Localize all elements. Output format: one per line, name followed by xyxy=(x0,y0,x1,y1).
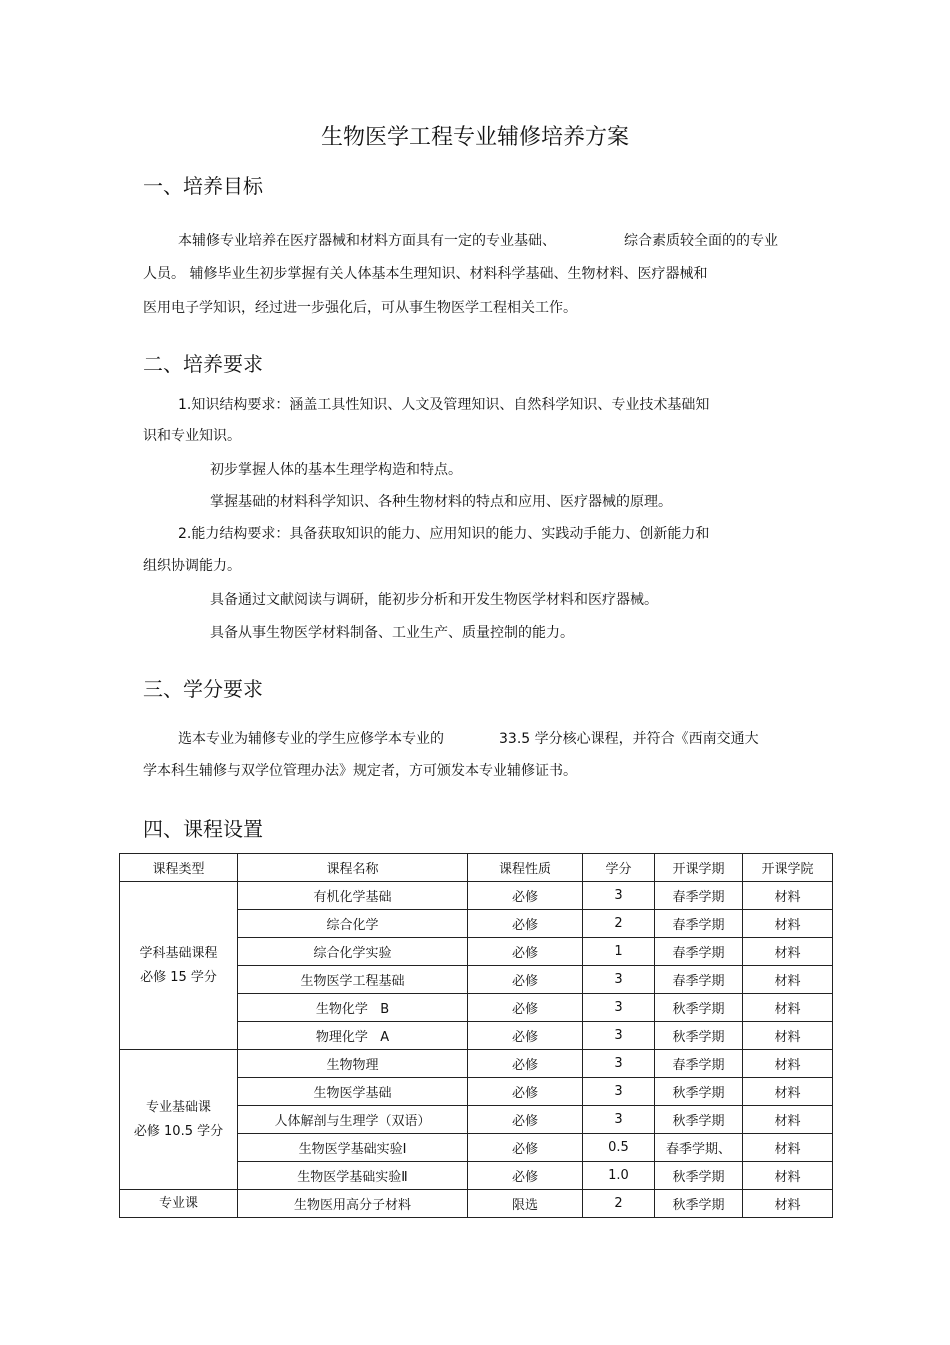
course-college: 材料 xyxy=(743,994,833,1022)
course-nature: 必修 xyxy=(468,882,583,910)
req-ability-item-1: 具备通过文献阅读与调研，能初步分析和开发生物医学材料和医疗器械。 xyxy=(210,592,658,608)
course-semester: 秋季学期 xyxy=(655,1106,743,1134)
course-nature: 必修 xyxy=(468,966,583,994)
header-course-name: 课程名称 xyxy=(238,854,468,882)
course-name: 生物医学基础 xyxy=(238,1078,468,1106)
course-semester: 春季学期 xyxy=(655,1050,743,1078)
course-semester: 春季学期 xyxy=(655,938,743,966)
course-table xyxy=(119,853,833,1218)
table-header-row xyxy=(120,854,833,882)
course-college: 材料 xyxy=(743,1134,833,1162)
header-course-nature: 课程性质 xyxy=(468,854,583,882)
header-college: 开课学院 xyxy=(743,854,833,882)
course-credits: 1.0 xyxy=(583,1162,655,1190)
course-college: 材料 xyxy=(743,882,833,910)
course-name: 生物医学工程基础 xyxy=(238,966,468,994)
course-nature: 必修 xyxy=(468,910,583,938)
course-name: 生物医用高分子材料 xyxy=(238,1190,468,1218)
req-ability-item-2: 具备从事生物医学材料制备、工业生产、质量控制的能力。 xyxy=(210,625,574,641)
course-credits: 2 xyxy=(583,1190,655,1218)
course-college: 材料 xyxy=(743,1022,833,1050)
course-college: 材料 xyxy=(743,1050,833,1078)
req-ability-line-1: 2.能力结构要求：具备获取知识的能力、应用知识的能力、实践动手能力、创新能力和 xyxy=(178,526,710,542)
category-cell-major xyxy=(120,1190,238,1218)
course-semester: 秋季学期 xyxy=(655,1022,743,1050)
table-row xyxy=(120,882,833,910)
req-knowledge-item-1: 初步掌握人体的基本生理学构造和特点。 xyxy=(210,462,462,478)
course-college: 材料 xyxy=(743,1106,833,1134)
course-name: 综合化学 xyxy=(238,910,468,938)
req-ability-line-2: 组织协调能力。 xyxy=(143,558,241,574)
header-credits: 学分 xyxy=(583,854,655,882)
goals-line-1a: 本辅修专业培养在医疗器械和材料方面具有一定的专业基础、 xyxy=(178,233,556,249)
course-college: 材料 xyxy=(743,966,833,994)
credits-line-1a: 选本专业为辅修专业的学生应修学本专业的 xyxy=(178,731,444,747)
table-row xyxy=(120,1190,833,1218)
course-college: 材料 xyxy=(743,1162,833,1190)
goals-line-2: 人员。 辅修毕业生初步掌握有关人体基本生理知识、材料科学基础、生物材料、医疗器械和 xyxy=(143,266,708,282)
course-nature: 必修 xyxy=(468,994,583,1022)
course-credits: 3 xyxy=(583,1050,655,1078)
course-nature: 必修 xyxy=(468,1078,583,1106)
header-semester: 开课学期 xyxy=(655,854,743,882)
course-credits: 3 xyxy=(583,1078,655,1106)
credits-line-2: 学本科生辅修与双学位管理办法》规定者，方可颁发本专业辅修证书。 xyxy=(143,763,577,779)
course-nature: 必修 xyxy=(468,1050,583,1078)
course-credits: 0.5 xyxy=(583,1134,655,1162)
course-college: 材料 xyxy=(743,910,833,938)
course-name: 有机化学基础 xyxy=(238,882,468,910)
course-semester: 春季学期 xyxy=(655,882,743,910)
goals-line-3: 医用电子学知识，经过进一步强化后，可从事生物医学工程相关工作。 xyxy=(143,300,577,316)
category-name: 专业基础课 xyxy=(145,1099,211,1115)
course-nature: 必修 xyxy=(468,938,583,966)
course-credits: 3 xyxy=(583,994,655,1022)
course-name: 人体解剖与生理学（双语） xyxy=(238,1106,468,1134)
document-title: 生物医学工程专业辅修培养方案 xyxy=(320,125,629,150)
category-name: 学科基础课程 xyxy=(139,945,218,961)
course-semester: 秋季学期 xyxy=(655,994,743,1022)
course-credits: 3 xyxy=(583,1022,655,1050)
category-credits: 必修 15 学分 xyxy=(140,969,217,985)
course-name: 物理化学 A xyxy=(238,1022,468,1050)
section-heading-credits: 三、学分要求 xyxy=(143,677,263,701)
course-credits: 3 xyxy=(583,1106,655,1134)
course-semester: 春季学期 xyxy=(655,966,743,994)
course-college: 材料 xyxy=(743,1190,833,1218)
course-name: 生物医学基础实验Ⅰ xyxy=(238,1134,468,1162)
category-cell-major-basic xyxy=(120,1050,238,1190)
course-nature: 必修 xyxy=(468,1134,583,1162)
course-credits: 3 xyxy=(583,882,655,910)
course-college: 材料 xyxy=(743,1078,833,1106)
course-name: 生物医学基础实验Ⅱ xyxy=(238,1162,468,1190)
section-heading-goals: 一、培养目标 xyxy=(143,174,263,198)
course-semester: 秋季学期 xyxy=(655,1078,743,1106)
goals-line-1b: 综合素质较全面的的专业 xyxy=(624,233,778,249)
course-name: 生物化学 B xyxy=(238,994,468,1022)
course-name: 生物物理 xyxy=(238,1050,468,1078)
course-semester: 春季学期 xyxy=(655,910,743,938)
course-semester: 春季学期、 xyxy=(655,1134,743,1162)
course-nature: 必修 xyxy=(468,1106,583,1134)
section-heading-requirements: 二、培养要求 xyxy=(143,352,263,376)
course-nature: 必修 xyxy=(468,1162,583,1190)
course-semester: 秋季学期 xyxy=(655,1190,743,1218)
category-credits: 必修 10.5 学分 xyxy=(133,1123,224,1139)
table-row xyxy=(120,1050,833,1078)
course-nature: 必修 xyxy=(468,1022,583,1050)
course-credits: 1 xyxy=(583,938,655,966)
course-credits: 2 xyxy=(583,910,655,938)
category-cell-basic xyxy=(120,882,238,1050)
req-knowledge-item-2: 掌握基础的材料科学知识、各种生物材料的特点和应用、医疗器械的原理。 xyxy=(210,494,672,510)
course-name: 综合化学实验 xyxy=(238,938,468,966)
category-name: 专业课 xyxy=(158,1195,198,1211)
credits-line-1b: 33.5 学分核心课程，并符合《西南交通大 xyxy=(499,731,759,747)
course-college: 材料 xyxy=(743,938,833,966)
section-heading-courses: 四、课程设置 xyxy=(143,817,263,841)
header-course-type: 课程类型 xyxy=(120,854,238,882)
course-semester: 秋季学期 xyxy=(655,1162,743,1190)
course-credits: 3 xyxy=(583,966,655,994)
course-nature: 限选 xyxy=(468,1190,583,1218)
req-knowledge-line-2: 识和专业知识。 xyxy=(143,428,241,444)
req-knowledge-line-1: 1.知识结构要求：涵盖工具性知识、人文及管理知识、自然科学知识、专业技术基础知 xyxy=(178,397,710,413)
